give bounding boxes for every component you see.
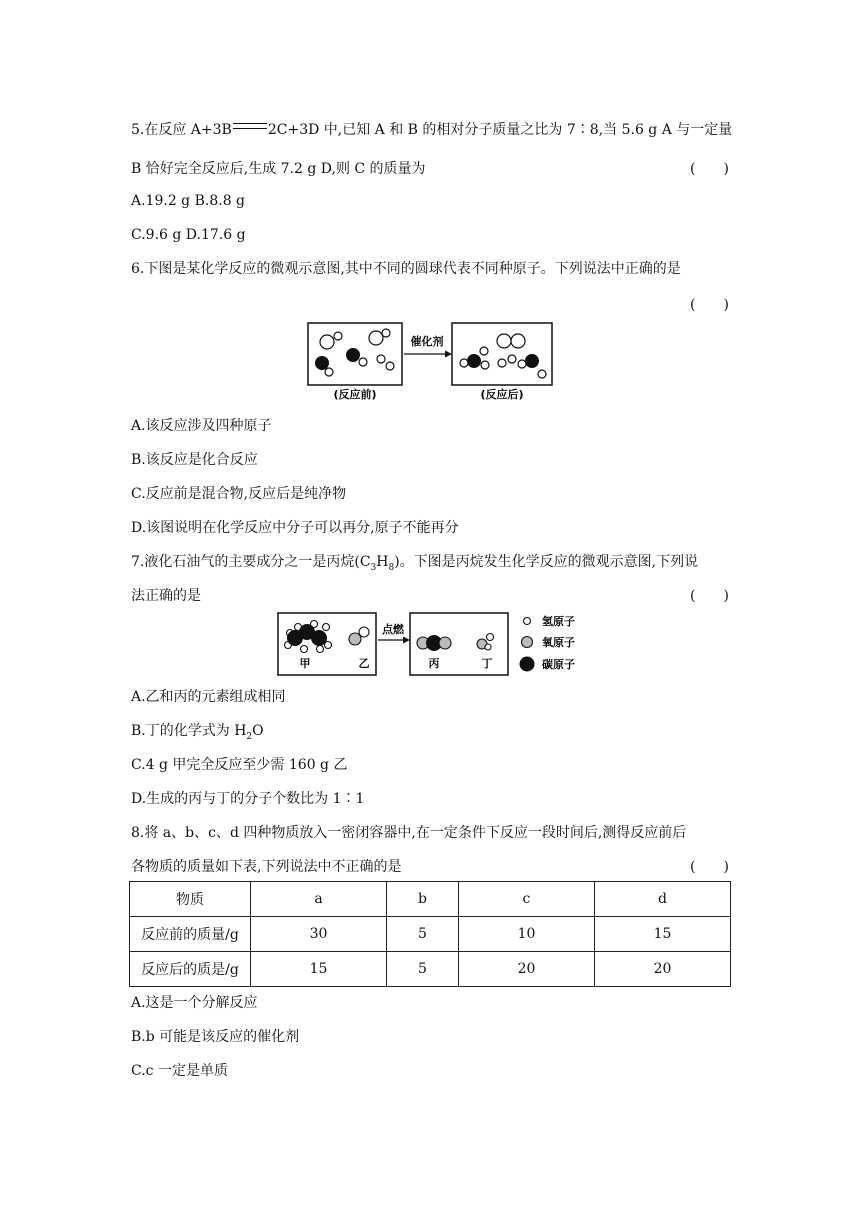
table-cell: 20	[458, 952, 594, 987]
reaction-arrow-icon	[445, 351, 452, 358]
q7-text-b: )。下图是丙烷发生化学反应的微观示意图,下列说	[394, 554, 699, 570]
q6-option-d: D.该图说明在化学反应中分子可以再分,原子不能再分	[131, 520, 459, 536]
q6-answer-blank: ( )	[690, 297, 729, 313]
q7-yi-label: 乙	[358, 657, 370, 670]
q6-option-a: A.该反应涉及四种原子	[131, 418, 272, 434]
q7-option-c: C.4 g 甲完全反应至少需 160 g 乙	[131, 757, 348, 773]
q6-option-c: C.反应前是混合物,反应后是纯净物	[131, 486, 347, 502]
q7-ding-label: 丁	[481, 657, 493, 670]
q7-answer-blank: ( )	[690, 588, 729, 604]
table-cell: 10	[458, 917, 594, 952]
q6-after-label: (反应后)	[480, 388, 524, 401]
q7-jia-label: 甲	[299, 657, 311, 670]
q7-stem-line1	[131, 553, 698, 577]
q6-reaction-diagram	[300, 318, 560, 408]
table-cell: a	[251, 882, 387, 917]
table-cell: 反应后的质是/g	[130, 952, 251, 987]
q6-option-b: B.该反应是化合反应	[131, 452, 258, 468]
q8-answer-blank: ( )	[690, 859, 729, 875]
q5-text-b: 2C+3D 中,已知 A 和 B 的相对分子质量之比为 7∶8,当 5.6 g A 与一定量	[267, 122, 733, 138]
q6-stem-line1: 6.下图是某化学反应的微观示意图,其中不同的圆球代表不同种原子。下列说法中正确的是	[131, 261, 681, 277]
after-box	[452, 323, 552, 385]
table-row	[130, 917, 731, 952]
q8-mass-table	[129, 881, 731, 987]
legend-carbon-label: 碳原子	[542, 658, 575, 671]
q7-option-b-text: B.丁的化学式为 H	[131, 723, 247, 739]
q7-option-a: A.乙和丙的元素组成相同	[131, 689, 286, 705]
q7-ignite-label: 点燃	[382, 623, 404, 636]
carbon-legend-icon	[520, 657, 535, 672]
q8-option-c: C.c 一定是单质	[131, 1063, 228, 1079]
reaction-arrow-icon	[403, 637, 410, 644]
table-cell: c	[458, 882, 594, 917]
table-cell: 物质	[130, 882, 251, 917]
table-cell: 15	[594, 917, 730, 952]
q8-option-b: B.b 可能是该反应的催化剂	[131, 1029, 300, 1045]
table-cell: 20	[594, 952, 730, 987]
oxygen-legend-icon	[522, 637, 533, 648]
q5-answer-blank: ( )	[690, 161, 729, 177]
hydrogen-legend-icon	[524, 618, 531, 625]
q7-text-a: 7.液化石油气的主要成分之一是丙烷(C	[131, 554, 371, 570]
q8-stem-line2: 各物质的质量如下表,下列说法中不正确的是	[131, 859, 402, 875]
q7-reaction-diagram	[274, 609, 594, 681]
q7-option-b	[131, 722, 264, 746]
q5-text-a: 5.在反应 A+3B	[131, 122, 232, 138]
q5-options-ab: A.19.2 g B.8.8 g	[131, 193, 246, 209]
q5-stem-line2: B 恰好完全反应后,生成 7.2 g D,则 C 的质量为	[131, 161, 426, 177]
table-cell: 5	[386, 917, 458, 952]
table-cell: 30	[251, 917, 387, 952]
q5-stem-line1	[131, 121, 732, 139]
q6-before-label: (反应前)	[333, 388, 377, 401]
q7-bing-label: 丙	[428, 657, 440, 670]
table-cell: d	[594, 882, 730, 917]
q7-sub-8: 8	[388, 562, 395, 573]
q8-option-a: A.这是一个分解反应	[131, 995, 258, 1011]
q7-option-d: D.生成的丙与丁的分子个数比为 1∶1	[131, 791, 365, 807]
q7-option-b-sub: 2	[246, 731, 253, 742]
table-row	[130, 882, 731, 917]
q6-catalyst-label: 催化剂	[410, 335, 444, 348]
q8-stem-line1: 8.将 a、b、c、d 四种物质放入一密闭容器中,在一定条件下反应一段时间后,测得反应前后	[131, 825, 687, 841]
q5-options-cd: C.9.6 g D.17.6 g	[131, 227, 246, 243]
q7-text-h: H	[376, 554, 389, 570]
table-cell: b	[386, 882, 458, 917]
q7-stem-line2: 法正确的是	[131, 588, 201, 604]
equals-arrow-icon	[233, 123, 267, 129]
table-cell: 5	[386, 952, 458, 987]
table-cell: 15	[251, 952, 387, 987]
table-cell: 反应前的质量/g	[130, 917, 251, 952]
q7-option-b-o: O	[252, 723, 264, 739]
q7-sub-3: 3	[370, 562, 377, 573]
legend-hydrogen-label: 氢原子	[542, 615, 575, 628]
legend-oxygen-label: 氧原子	[542, 636, 575, 649]
table-row	[130, 952, 731, 987]
